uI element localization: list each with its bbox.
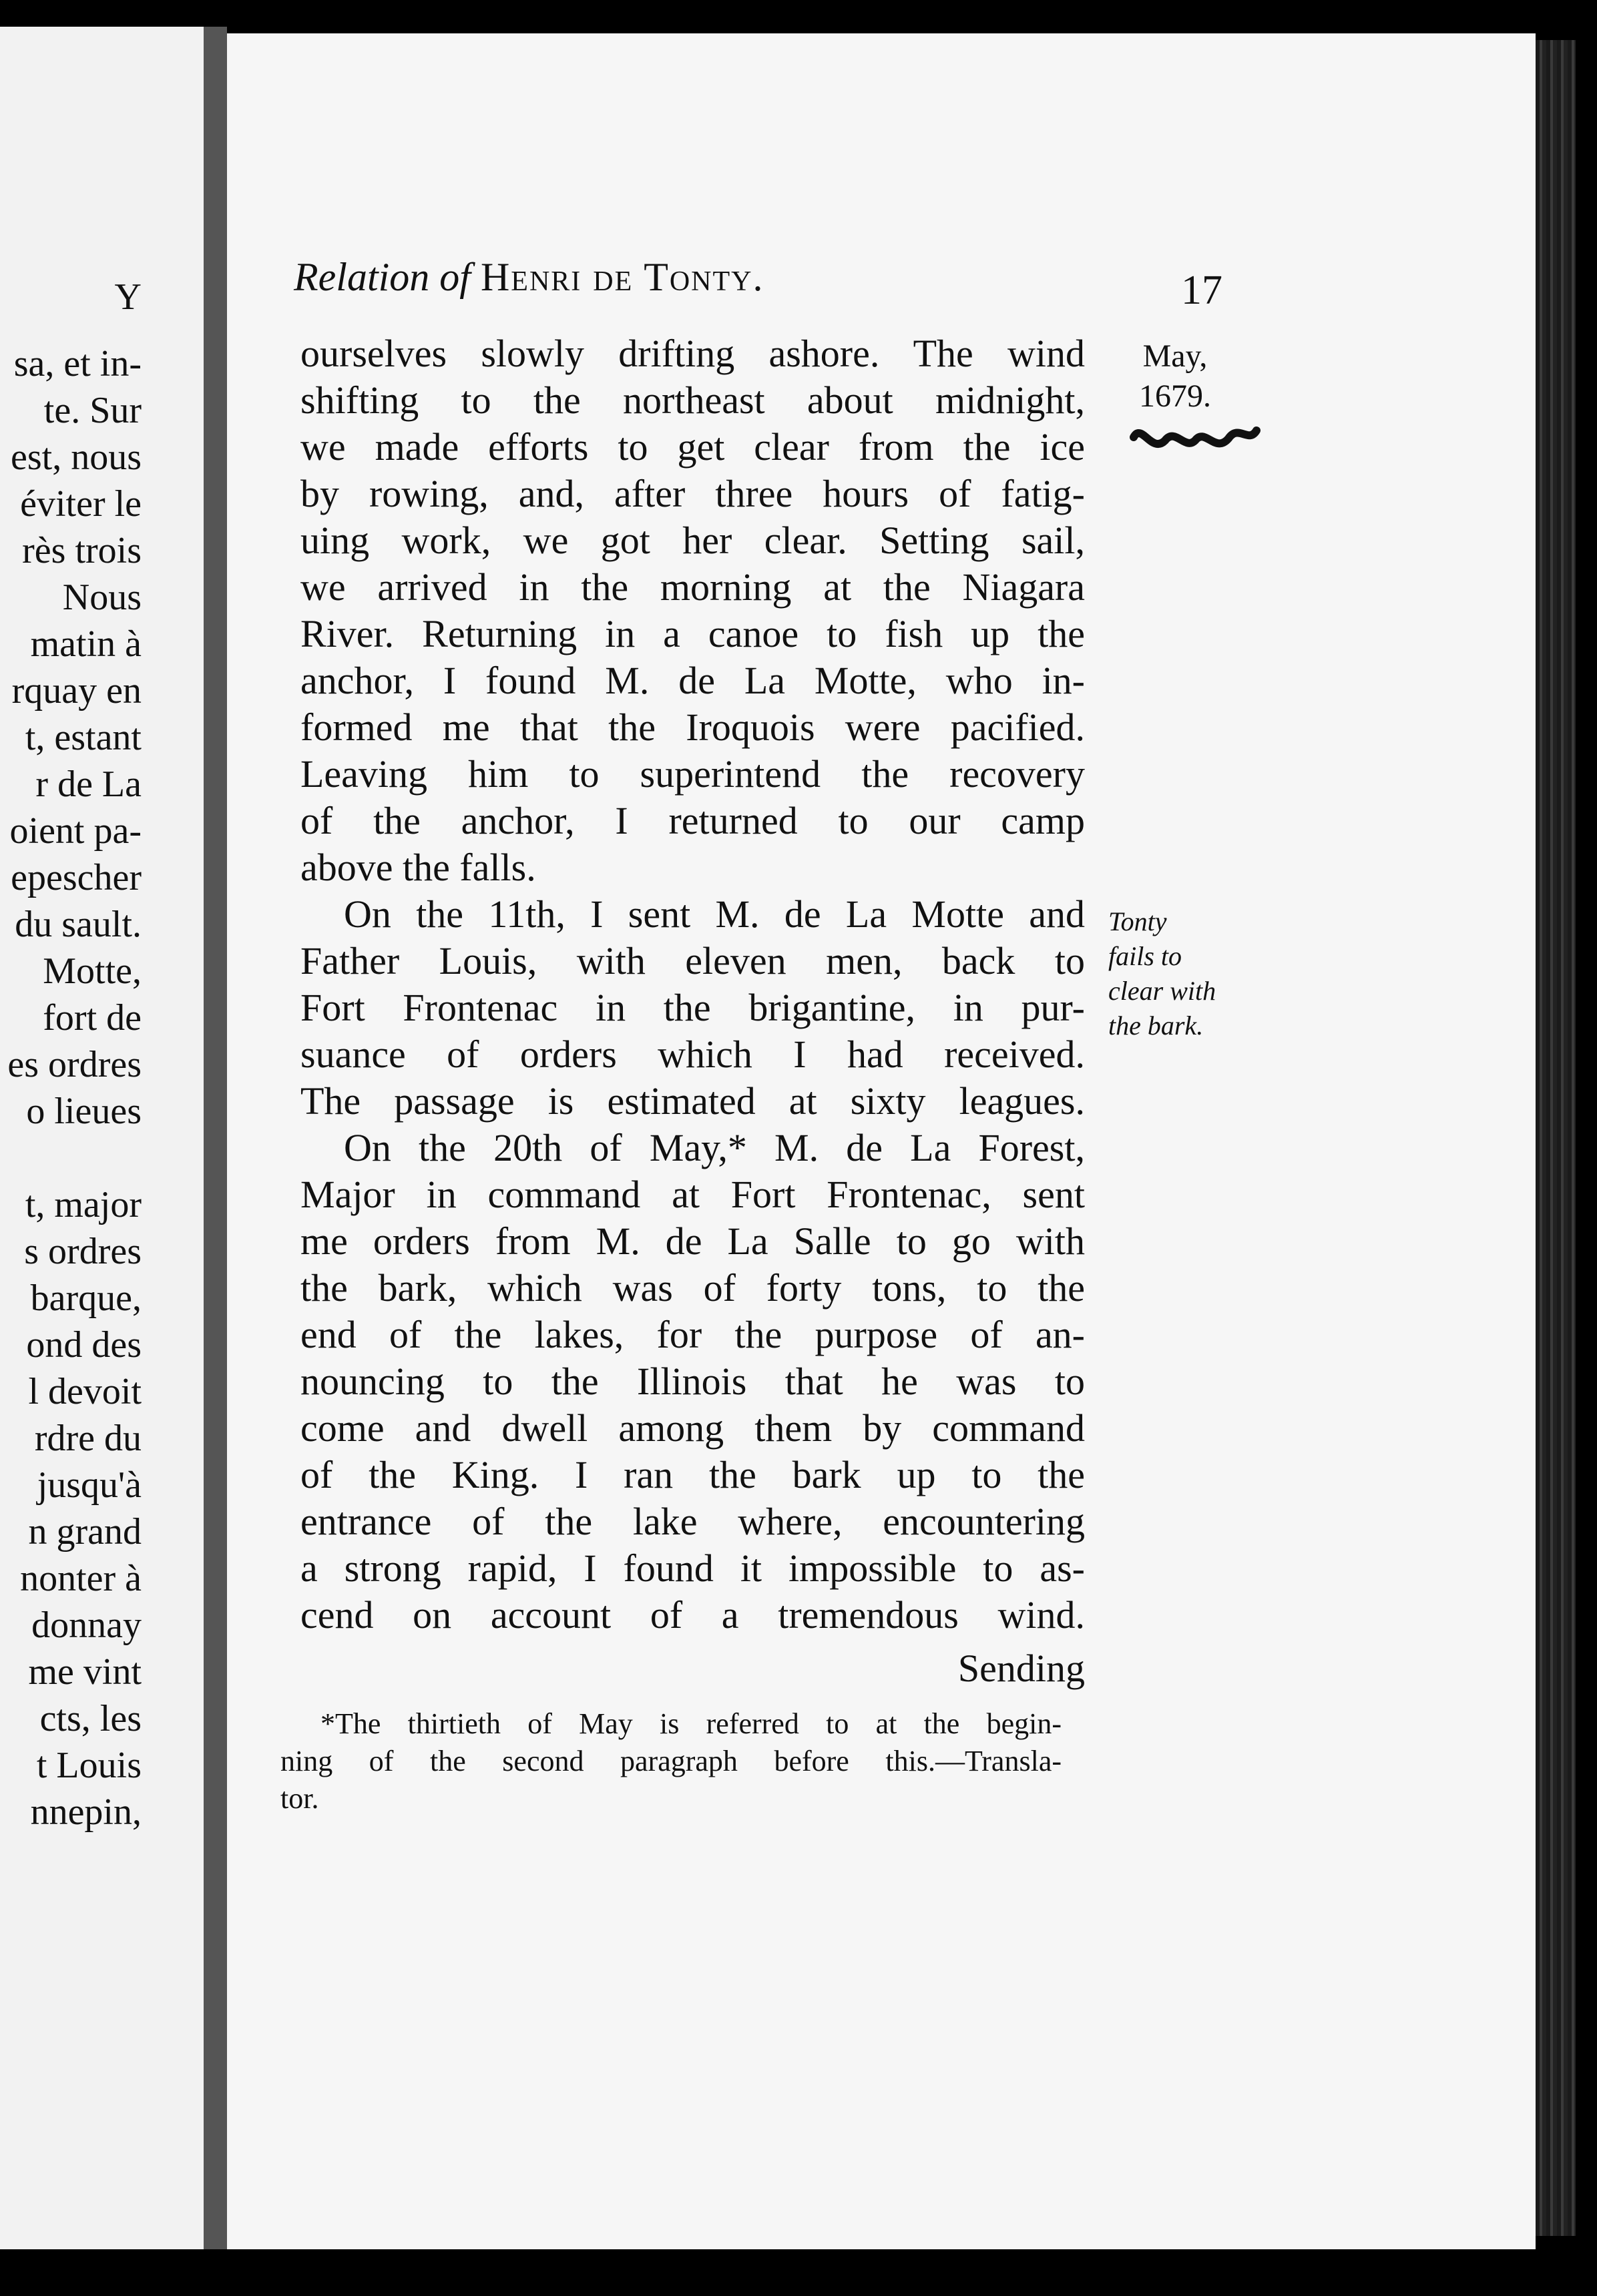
catchword: Sending: [957, 1647, 1085, 1690]
body-line: formed me that the Iroquois were pacified.: [300, 705, 1085, 749]
body-line: The passage is estimated at sixty leagues.: [300, 1079, 1085, 1123]
footnote-line: tor.: [280, 1782, 319, 1815]
header-italic: Relation of: [294, 255, 471, 299]
left-page-line: oient pa-: [9, 810, 142, 852]
left-page-line: sa, et in-: [13, 343, 142, 384]
left-page-line: nonter à: [20, 1558, 142, 1599]
left-page-line: me vint: [28, 1651, 142, 1693]
body-line: On the 20th of May,* M. de La Forest,: [344, 1126, 1085, 1169]
left-page-line: nnepin,: [30, 1791, 142, 1833]
left-page-line: matin à: [30, 623, 142, 665]
body-line: the bark, which was of forty tons, to the: [300, 1266, 1085, 1310]
body-line: by rowing, and, after three hours of fatig-: [300, 472, 1085, 515]
left-page-line: n grand: [28, 1511, 142, 1552]
header-name: Henri de Tonty.: [480, 255, 764, 299]
left-facing-page: [0, 27, 204, 2249]
flourish-ornament: [1128, 417, 1262, 457]
left-page-line: Y: [114, 276, 142, 318]
body-line: anchor, I found M. de La Motte, who in-: [300, 659, 1085, 702]
body-line: of the King. I ran the bark up to the: [300, 1453, 1085, 1496]
body-line: On the 11th, I sent M. de La Motte and: [344, 892, 1085, 936]
left-page-line: du sault.: [15, 904, 142, 945]
body-line: we made efforts to get clear from the ice: [300, 425, 1085, 469]
footnote-line: *The thirtieth of May is referred to at the begin-: [320, 1707, 1062, 1740]
left-page-line: jusqu'à: [37, 1464, 142, 1506]
body-line: River. Returning in a canoe to fish up the: [300, 612, 1085, 655]
body-line: Father Louis, with eleven men, back to: [300, 939, 1085, 982]
left-page-line: rquay en: [11, 670, 142, 711]
body-line: cend on account of a tremendous wind.: [300, 1593, 1085, 1637]
footnote-line: ning of the second paragraph before this.—Transla-: [280, 1745, 1062, 1777]
margin-note-line: fails to: [1108, 941, 1182, 971]
body-line: ourselves slowly drifting ashore. The wind: [300, 332, 1085, 375]
left-page-line: ond des: [26, 1324, 142, 1366]
left-page-line: rès trois: [22, 530, 142, 571]
left-page-line: barque,: [30, 1277, 142, 1319]
left-page-line: Motte,: [43, 950, 142, 992]
running-header: [294, 240, 1001, 314]
body-line: we arrived in the morning at the Niagara: [300, 565, 1085, 609]
margin-date-year: 1679.: [1139, 378, 1211, 414]
margin-note-line: the bark.: [1108, 1011, 1204, 1041]
left-page-line: r de La: [35, 764, 142, 805]
left-page-line: donnay: [31, 1605, 142, 1646]
body-line: nouncing to the Illinois that he was to: [300, 1360, 1085, 1403]
left-page-line: s ordres: [24, 1231, 142, 1272]
left-page-line: t Louis: [36, 1745, 142, 1786]
book-gutter: [204, 27, 227, 2249]
body-line: Fort Frontenac in the brigantine, in pur-: [300, 986, 1085, 1029]
left-page-line: est, nous: [11, 437, 142, 478]
body-line: Major in command at Fort Frontenac, sent: [300, 1173, 1085, 1216]
page-edges: [1536, 40, 1576, 2236]
left-page-line: t, estant: [25, 717, 142, 758]
left-page-line: l devoit: [28, 1371, 142, 1412]
left-page-line: te. Sur: [43, 390, 142, 431]
body-line: suance of orders which I had received.: [300, 1033, 1085, 1076]
left-page-line: es ordres: [7, 1044, 142, 1085]
margin-note-line: clear with: [1108, 976, 1216, 1006]
left-page-line: fort de: [43, 997, 142, 1039]
margin-note-line: Tonty: [1108, 906, 1167, 936]
body-line: above the falls.: [300, 846, 536, 889]
body-line: shifting to the northeast about midnight,: [300, 378, 1085, 422]
page-number: 17: [1181, 268, 1222, 313]
body-line: a strong rapid, I found it impossible to as-: [300, 1546, 1085, 1590]
left-page-line: epescher: [11, 857, 142, 898]
body-line: me orders from M. de La Salle to go with: [300, 1219, 1085, 1263]
body-line: end of the lakes, for the purpose of an-: [300, 1313, 1085, 1356]
left-page-line: t, major: [25, 1184, 142, 1225]
body-line: entrance of the lake where, encountering: [300, 1500, 1085, 1543]
body-line: of the anchor, I returned to our camp: [300, 799, 1085, 842]
left-page-line: rdre du: [34, 1418, 142, 1459]
left-page-line: éviter le: [20, 483, 142, 525]
body-line: Leaving him to superintend the recovery: [300, 752, 1085, 796]
body-line: uing work, we got her clear. Setting sail,: [300, 519, 1085, 562]
margin-date-month: May,: [1142, 338, 1208, 374]
body-line: come and dwell among them by command: [300, 1406, 1085, 1450]
left-page-line: cts, les: [39, 1698, 142, 1739]
left-page-line: Nous: [62, 577, 142, 618]
left-page-line: o lieues: [26, 1091, 142, 1132]
